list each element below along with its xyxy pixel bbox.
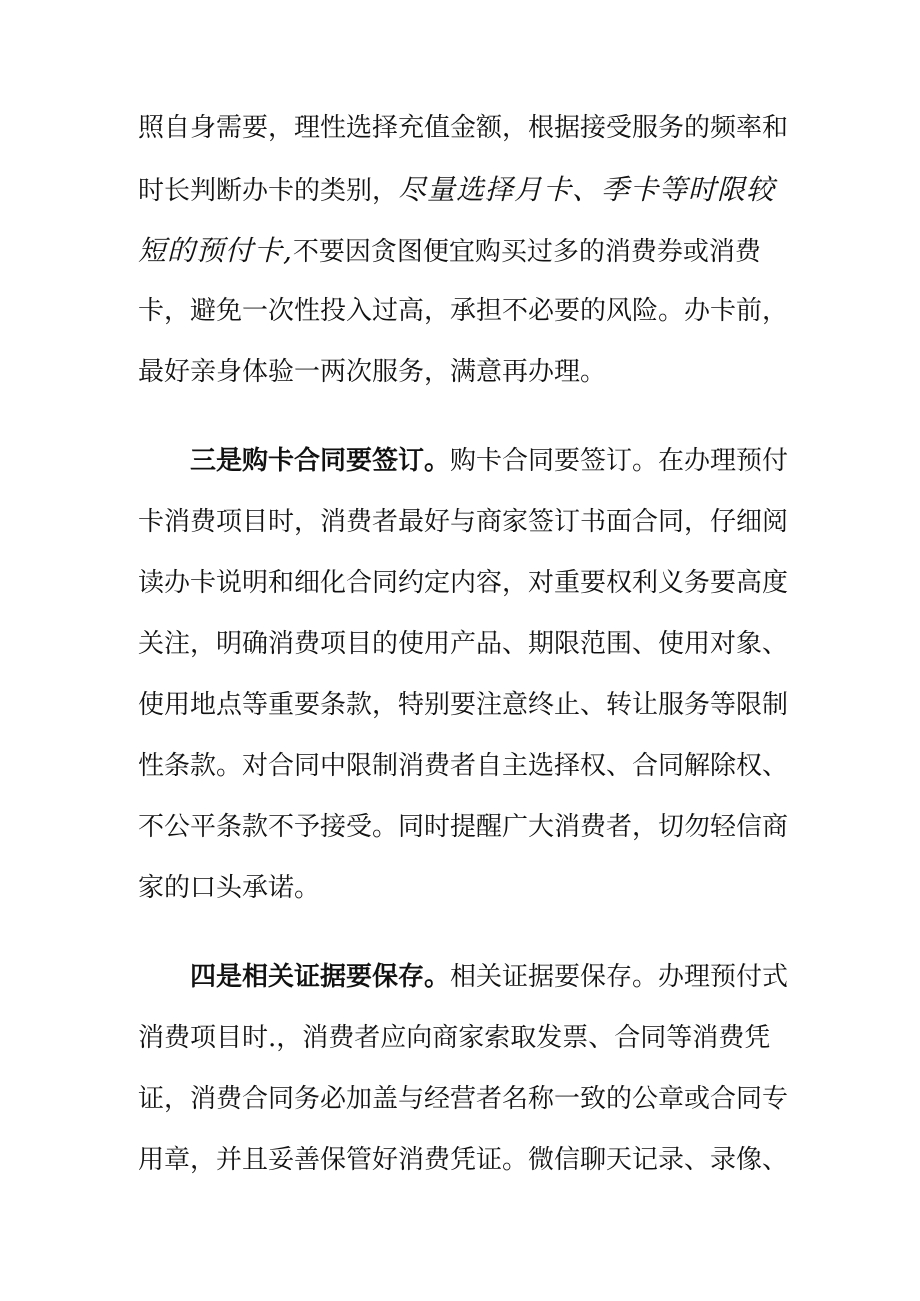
text-line <box>138 445 792 478</box>
text-line <box>138 567 792 600</box>
text-span: 读办卡说明和细化合同约定内容，对重要权利义务要高度 <box>138 568 789 598</box>
paragraph-gap <box>138 933 792 961</box>
paragraph-gap <box>138 417 792 445</box>
section-heading: 四是相关证据要保存。 <box>190 962 451 992</box>
text-line <box>138 1022 792 1055</box>
emphasis-text: 短的预付卡, <box>138 234 293 267</box>
text-line <box>138 356 792 389</box>
text-span: 相关证据要保存。办理预付式 <box>450 962 789 992</box>
text-span: 性条款。对合同中限制消费者自主选择权、合同解除权、 <box>138 751 789 781</box>
paragraph-continued <box>138 112 792 389</box>
text-span: 使用地点等重要条款，特别要注意终止、转让服务等限制 <box>138 690 789 720</box>
text-line <box>138 506 792 539</box>
text-span: 卡消费项目时，消费者最好与商家签订书面合同，仔细阅 <box>138 507 789 537</box>
text-span: 不要因贪图便宜购买过多的消费券或消费 <box>292 237 761 267</box>
text-span: 证，消费合同务必加盖与经营者名称一致的公章或合同专 <box>138 1084 789 1114</box>
emphasis-text: 尽量选择月卡、季卡等时限较 <box>398 173 776 206</box>
text-span: 关注，明确消费项目的使用产品、期限范围、使用对象、 <box>138 629 789 659</box>
text-line <box>138 872 792 905</box>
text-line <box>138 689 792 722</box>
text-span: 最好亲身体验一两次服务，满意再办理。 <box>138 357 607 387</box>
text-span: 卡，避免一次性投入过高，承担不必要的风险。办卡前， <box>138 296 789 326</box>
section-3-paragraph <box>138 445 792 905</box>
section-4-paragraph <box>138 961 792 1177</box>
text-span: 用章，并且妥善保管好消费凭证。微信聊天记录、录像、 <box>138 1145 789 1175</box>
text-line <box>138 750 792 783</box>
section-heading: 三是购卡合同要签订。 <box>190 446 451 476</box>
text-span: 家的口头承诺。 <box>138 873 321 903</box>
text-span: 照自身需要，理性选择充值金额，根据接受服务的频率和 <box>138 113 789 143</box>
text-span: 消费项目时.，消费者应向商家索取发票、合同等消费凭 <box>138 1023 771 1053</box>
document-page <box>138 112 792 1205</box>
text-span: 不公平条款不予接受。同时提醒广大消费者，切勿轻信商 <box>138 812 789 842</box>
text-line <box>138 295 792 328</box>
text-line <box>138 811 792 844</box>
text-line <box>138 234 792 267</box>
text-line <box>138 628 792 661</box>
text-line <box>138 1083 792 1116</box>
text-span: 时长判断办卡的类别， <box>138 176 399 206</box>
text-line <box>138 961 792 994</box>
text-line <box>138 112 792 145</box>
text-span: 购卡合同要签订。在办理预付 <box>450 446 789 476</box>
text-line <box>138 173 792 206</box>
text-line <box>138 1144 792 1177</box>
